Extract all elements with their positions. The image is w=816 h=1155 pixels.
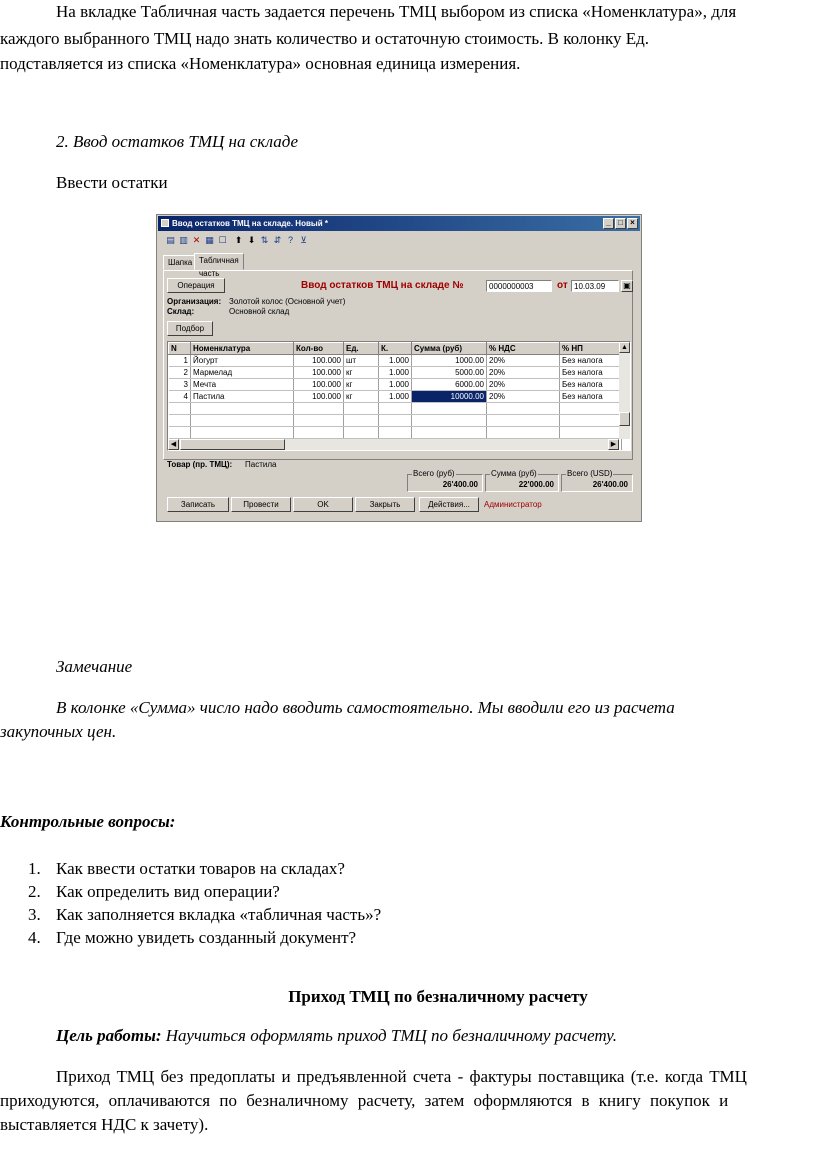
list-item: 3. Как заполняется вкладка «табличная часть»? [28, 905, 382, 924]
cell-n[interactable]: 3 [169, 379, 191, 391]
next-section-title: Приход ТМЦ по безналичному расчету [288, 987, 588, 1006]
window-title: Ввод остатков ТМЦ на складе. Новый * [172, 219, 328, 228]
filter-icon[interactable]: ⊻ [300, 235, 307, 245]
note-line-2: закупочных цен. [0, 722, 117, 741]
document-window [156, 214, 642, 522]
maximize-button[interactable]: □ [615, 218, 626, 229]
table-row[interactable] [169, 391, 622, 403]
items-table [167, 341, 631, 451]
delete-row-icon[interactable]: ✕ [192, 235, 201, 245]
date-field[interactable]: 10.03.09 [571, 280, 619, 292]
close-window-button[interactable]: × [627, 218, 638, 229]
col-header-k[interactable]: К. [379, 343, 412, 355]
col-header-vat[interactable]: % НДС [487, 343, 560, 355]
close-button[interactable]: Закрыть [355, 497, 415, 512]
cell-vat[interactable]: 20% [487, 355, 560, 367]
cell-name[interactable]: Мармелад [191, 367, 294, 379]
cell-vat[interactable]: 20% [487, 379, 560, 391]
section-heading: 2. Ввод остатков ТМЦ на складе [56, 132, 299, 151]
list-item: 1. Как ввести остатки товаров на складах? [28, 859, 345, 878]
cell-unit[interactable]: кг [344, 391, 379, 403]
product-label: Товар (пр. ТМЦ): [167, 460, 233, 469]
actions-button[interactable]: Действия... [419, 497, 479, 512]
last-line-1: Приход ТМЦ без предоплаты и предъявленной счета - фактуры поставщика (т.е. когда ТМЦ [56, 1067, 747, 1086]
total-rub-box [407, 469, 483, 492]
edit-row-icon[interactable]: ▦ [205, 235, 214, 245]
col-header-np[interactable]: % НП [560, 343, 622, 355]
cell-name[interactable]: Йогурт [191, 355, 294, 367]
horizontal-scrollbar[interactable] [168, 439, 619, 450]
cell-np[interactable]: Без налога [560, 379, 622, 391]
cell-sum[interactable]: 5000.00 [412, 367, 487, 379]
intro-line-2: каждого выбранного ТМЦ надо знать количество и остаточную стоимость. В колонку Ед. [0, 29, 650, 48]
cell-n[interactable]: 4 [169, 391, 191, 403]
last-line-3: выставляется НДС к зачету). [0, 1115, 209, 1134]
enter-balances-text: Ввести остатки [56, 173, 168, 192]
total-usd-box [561, 469, 633, 492]
cell-k[interactable]: 1.000 [379, 391, 412, 403]
vertical-scrollbar[interactable] [619, 342, 630, 439]
last-line-2: приходуются, оплачиваются по безналичному расчету, затем оформляются в книгу покупок и [0, 1091, 729, 1110]
cell-np[interactable]: Без налога [560, 391, 622, 403]
list-item: 4. Где можно увидеть созданный документ? [28, 928, 357, 947]
table-row[interactable] [169, 367, 622, 379]
total-rub-value: 26'400.00 [442, 480, 478, 489]
cell-name[interactable]: Мечта [191, 379, 294, 391]
total-usd-caption: Всего (USD) [567, 469, 613, 478]
window-titlebar [158, 216, 640, 231]
note-heading: Замечание [56, 657, 133, 676]
organization-label: Организация: [167, 297, 222, 306]
move-up-icon[interactable]: ⬆ [234, 235, 243, 245]
date-label: от [557, 280, 568, 291]
document-label: Ввод остатков ТМЦ на складе № [301, 280, 464, 291]
cell-qty[interactable]: 100.000 [294, 379, 344, 391]
cell-name[interactable]: Пастила [191, 391, 294, 403]
list-item: 2. Как определить вид операции? [28, 882, 280, 901]
scroll-up-icon[interactable]: ▲ [619, 342, 630, 353]
intro-line-1: На вкладке Табличная часть задается перечень ТМЦ выбором из списка «Номенклатура», для [56, 2, 737, 21]
sum-rub-caption: Сумма (руб) [491, 469, 537, 478]
goal-paragraph [0, 1024, 816, 1047]
warehouse-label: Склад: [167, 307, 195, 316]
add-row-icon[interactable]: ▤ [166, 235, 175, 245]
cell-sum-selected[interactable]: 10000.00 [412, 391, 487, 403]
help-icon[interactable]: ? [287, 235, 293, 245]
cell-qty[interactable]: 100.000 [294, 355, 344, 367]
document-number-field[interactable]: 0000000003 [486, 280, 552, 292]
cell-unit[interactable]: шт [344, 355, 379, 367]
cell-sum[interactable]: 1000.00 [412, 355, 487, 367]
col-header-n[interactable]: N [169, 343, 191, 355]
cell-n[interactable]: 2 [169, 367, 191, 379]
table-header-row [169, 343, 622, 355]
cell-k[interactable]: 1.000 [379, 355, 412, 367]
cell-unit[interactable]: кг [344, 367, 379, 379]
cell-qty[interactable]: 100.000 [294, 391, 344, 403]
ok-button[interactable]: OK [293, 497, 353, 512]
cell-np[interactable]: Без налога [560, 367, 622, 379]
col-header-unit[interactable]: Ед. [344, 343, 379, 355]
cell-vat[interactable]: 20% [487, 367, 560, 379]
post-button[interactable]: Провести [231, 497, 291, 512]
user-label: Администратор [484, 500, 542, 509]
copy-row-icon[interactable]: ▥ [179, 235, 188, 245]
note-line-1: В колонке «Сумма» число надо вводить самостоятельно. Мы вводили его из расчета [56, 698, 675, 717]
cell-k[interactable]: 1.000 [379, 367, 412, 379]
product-value: Пастила [245, 460, 277, 469]
col-header-qty[interactable]: Кол-во [294, 343, 344, 355]
goal-label: Цель работы: [56, 1026, 162, 1045]
select-button[interactable]: Подбор [167, 321, 213, 336]
organization-value: Золотой колос (Основной учет) [229, 297, 346, 306]
total-usd-value: 26'400.00 [592, 480, 628, 489]
cell-unit[interactable]: кг [344, 379, 379, 391]
cell-k[interactable]: 1.000 [379, 379, 412, 391]
scroll-right-icon[interactable]: ▶ [608, 439, 619, 450]
warehouse-value: Основной склад [229, 307, 290, 316]
calendar-button[interactable]: ▣ [621, 280, 633, 292]
intro-paragraph [0, 0, 816, 23]
table-row-empty[interactable] [169, 415, 622, 427]
sum-rub-box [485, 469, 559, 492]
cell-np[interactable]: Без налога [560, 355, 622, 367]
cell-vat[interactable]: 20% [487, 391, 560, 403]
table-row[interactable] [169, 379, 622, 391]
total-rub-caption: Всего (руб) [413, 469, 455, 478]
control-questions-heading: Контрольные вопросы: [0, 812, 176, 831]
scroll-thumb-vertical[interactable] [619, 412, 630, 426]
table-row-empty[interactable] [169, 427, 622, 439]
tab-header[interactable]: Шапка [163, 255, 197, 270]
save-button[interactable]: Записать [167, 497, 229, 512]
move-down-icon[interactable]: ⬇ [247, 235, 256, 245]
col-header-nomenclature[interactable]: Номенклатура [191, 343, 294, 355]
sort-asc-icon[interactable]: ⇅ [260, 235, 269, 245]
cell-sum[interactable]: 6000.00 [412, 379, 487, 391]
col-header-sum[interactable]: Сумма (руб) [412, 343, 487, 355]
end-edit-icon[interactable]: ☐ [218, 235, 227, 245]
scroll-left-icon[interactable]: ◀ [168, 439, 179, 450]
minimize-button[interactable]: _ [603, 218, 614, 229]
window-app-icon [161, 219, 169, 227]
cell-qty[interactable]: 100.000 [294, 367, 344, 379]
tab-table-part[interactable]: Табличная часть [194, 253, 244, 270]
sort-desc-icon[interactable]: ⇵ [273, 235, 282, 245]
intro-line-3: подставляется из списка «Номенклатура» основная единица измерения. [0, 54, 521, 73]
cell-n[interactable]: 1 [169, 355, 191, 367]
table-row-empty[interactable] [169, 403, 622, 415]
scroll-thumb-horizontal[interactable] [180, 439, 285, 450]
sum-rub-value: 22'000.00 [518, 480, 554, 489]
questions-list [0, 857, 816, 949]
goal-text: Научиться оформлять приход ТМЦ по безналичному расчету. [161, 1026, 617, 1045]
table-row[interactable] [169, 355, 622, 367]
operation-button[interactable]: Операция [167, 278, 225, 293]
